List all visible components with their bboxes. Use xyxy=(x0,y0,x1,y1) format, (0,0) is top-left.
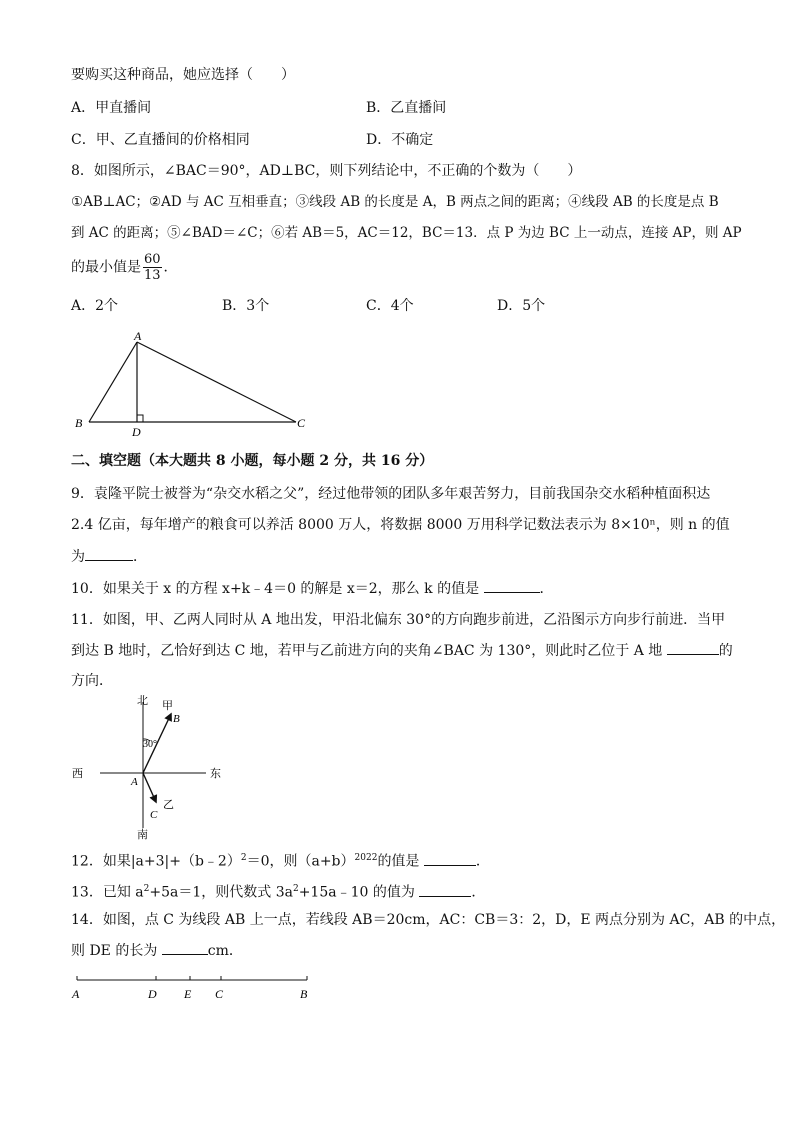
q12-middle: ＝0，则（a+b） xyxy=(246,853,355,870)
q8-fraction-denominator: 13 xyxy=(144,268,161,283)
q8-triangle-figure xyxy=(70,328,320,440)
q7-option-a: A．甲直播间 xyxy=(71,100,152,116)
q9-line3-prefix: 为 xyxy=(71,549,85,565)
q8-fraction-numerator: 60 xyxy=(144,252,161,267)
q12-post2: ． xyxy=(475,853,490,870)
label-b: B xyxy=(173,713,180,725)
q8-option-c: C．4个 xyxy=(366,298,414,314)
q10-line xyxy=(71,580,554,598)
segment-ac xyxy=(137,342,296,422)
q8-statements-line1: ①AB⊥AC；②AD 与 AC 互相垂直；③线段 AB 的长度是 A，B 两点之间的距离；④线段 AB 的长度是点 B xyxy=(71,194,719,210)
q12-post1: 的值是 xyxy=(377,853,424,870)
q12-exponent-2022: 2022 xyxy=(354,853,378,863)
q9-answer-blank[interactable] xyxy=(85,548,133,561)
q8-statements-line3 xyxy=(71,252,178,283)
q14-line2-suffix: cm． xyxy=(207,943,243,959)
q11-line1: 11．如图，甲、乙两人同时从 A 地出发，甲沿北偏东 30°的方向跑步前进，乙沿图示方向步行前进．当甲 xyxy=(71,612,726,628)
q9-line3 xyxy=(71,548,147,566)
label-north: 北 xyxy=(137,695,148,707)
q14-line2 xyxy=(71,942,243,960)
q8-stem: 8．如图所示，∠BAC＝90°，AD⊥BC，则下列结论中，不正确的个数为（ ） xyxy=(71,163,582,179)
label-c: C xyxy=(150,809,158,821)
label-c: C xyxy=(297,416,306,430)
label-east: 东 xyxy=(210,768,221,780)
label-west: 西 xyxy=(72,768,83,780)
q13-exponent-3a: 2 xyxy=(292,884,299,894)
q13-post1: +15a﹣10 的值为 xyxy=(298,884,420,901)
label-jia: 甲 xyxy=(162,700,173,712)
q11-line2-prefix: 到达 B 地时，乙恰好到达 C 地，若甲与乙前进方向的夹角∠BAC 为 130°，则此时乙位于 A 地 xyxy=(71,643,667,659)
q8-option-d: D．5个 xyxy=(497,298,546,314)
q9-line2: 2.4 亿亩，每年增产的粮食可以养活 8000 万人，将数据 8000 万用科学记数法表示为 8×10ⁿ，则 n 的值 xyxy=(71,517,730,533)
label-a: A xyxy=(134,329,142,343)
q12-prefix: 12．如果|a+3|+（b﹣2） xyxy=(71,853,241,870)
q12-answer-blank[interactable] xyxy=(424,853,476,866)
q7-option-d: D．不确定 xyxy=(366,132,434,148)
q13-line xyxy=(71,880,485,902)
label-e: E xyxy=(184,987,192,1001)
label-c: C xyxy=(215,987,224,1001)
q11-line2-suffix: 的 xyxy=(718,643,733,659)
right-angle-mark xyxy=(137,415,143,422)
arrow-yi xyxy=(143,773,156,802)
q14-line2-prefix: 则 DE 的长为 xyxy=(71,943,162,959)
q14-segment-figure xyxy=(70,972,320,1006)
q9-line3-suffix: ． xyxy=(133,549,147,565)
q13-prefix: 13．已知 a xyxy=(71,884,144,901)
q14-line1: 14．如图，点 C 为线段 AB 上一点，若线段 AB＝20cm，AC：CB＝3：2，D，E 两点分别为 AC，AB 的中点， xyxy=(71,912,786,928)
q13-middle: +5a＝1，则代数式 3a xyxy=(149,884,293,901)
q7-stem-tail: 要购买这种商品，她应选择（ ） xyxy=(71,67,295,83)
label-yi: 乙 xyxy=(163,799,174,811)
label-d: D xyxy=(148,987,157,1001)
section-2-title: 二、填空题（本大题共 8 小题，每小题 2 分，共 16 分） xyxy=(71,453,434,469)
label-b: B xyxy=(75,416,83,430)
label-a: A xyxy=(72,987,80,1001)
q12-line xyxy=(71,849,490,871)
q8-fraction xyxy=(143,252,162,283)
q7-option-c: C．甲、乙直播间的价格相同 xyxy=(71,132,250,148)
label-south: 南 xyxy=(137,829,148,841)
q12-exponent-2: 2 xyxy=(240,853,247,863)
label-30-degrees: 30° xyxy=(143,739,157,750)
q13-answer-blank[interactable] xyxy=(419,884,471,897)
label-b: B xyxy=(300,987,308,1001)
q10-prefix: 10．如果关于 x 的方程 x+k﹣4＝0 的解是 x＝2，那么 k 的值是 xyxy=(71,581,484,597)
q8-statements-line2: 到 AC 的距离；⑤∠BAD＝∠C；⑥若 AB＝5，AC＝12，BC＝13．点 P 为边 BC 上一动点，连接 AP，则 AP xyxy=(71,225,742,241)
label-a: A xyxy=(131,776,138,788)
q10-answer-blank[interactable] xyxy=(484,580,540,593)
q7-option-b: B．乙直播间 xyxy=(366,100,447,116)
q8-option-b: B．3个 xyxy=(222,298,270,314)
q11-line3: 方向． xyxy=(71,673,113,689)
q11-line2 xyxy=(71,642,733,660)
q9-line1: 9．袁隆平院士被誉为“杂交水稻之父”，经过他带领的团队多年艰苦努力，目前我国杂交水稻种植面积达 xyxy=(71,486,711,502)
q10-suffix: ． xyxy=(539,581,554,597)
label-d: D xyxy=(132,425,141,439)
q11-compass-figure xyxy=(70,692,240,842)
q8-line3-suffix: ． xyxy=(163,259,178,276)
segment-ab xyxy=(89,342,137,422)
q8-option-a: A．2个 xyxy=(71,298,119,314)
q13-post2: ． xyxy=(471,884,486,901)
q8-line3-prefix: 的最小值是 xyxy=(71,259,141,276)
q14-answer-blank[interactable] xyxy=(162,942,208,955)
q13-exponent-a: 2 xyxy=(143,884,150,894)
q11-answer-blank[interactable] xyxy=(667,642,719,655)
